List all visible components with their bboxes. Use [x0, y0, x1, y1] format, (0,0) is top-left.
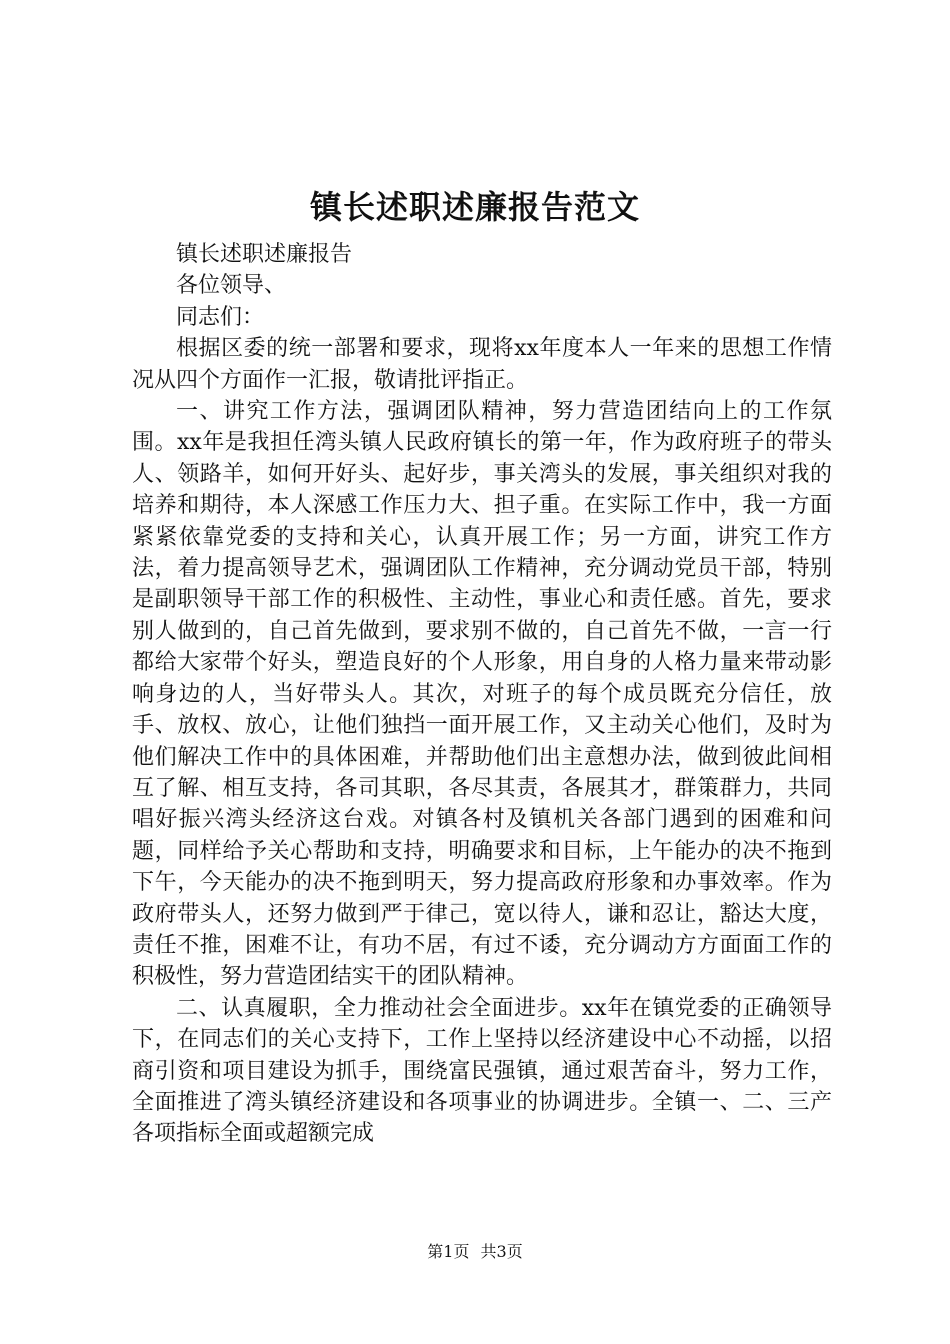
page-footer	[0, 1240, 950, 1264]
paragraph-salutation-1: 各位领导、	[176, 273, 287, 299]
paragraph-section-1: 一、讲究工作方法，强调团队精神，努力营造团结向上的工作氛围。xx年是我担任湾头镇人民政府镇长的第一年，作为政府班子的带头人、领路羊，如何开好头、起好步，事关湾头的发展，事关组织对我的培养和期待，本人深感工作压力大、担子重。在实际工作中，我一方面紧紧依靠党委的支持和关心，认真开展工作；另一方面，讲究工作方法，着力提高领导艺术，强调团队工作精神，充分调动党员干部，特别是副职领导干部工作的积极性、主动性，事业心和责任感。首先，要求别人做到的，自己首先做到，要求别不做的，自己首先不做，一言一行都给大家带个好头，塑造良好的个人形象，用自身的人格力量来带动影响身边的人，当好带头人。其次，对班子的每个成员既充分信任，放手、放权、放心，让他们独挡一面开展工作，又主动关心他们，及时为他们解决工作中的具体困难，并帮助他们出主意想办法，做到彼此间相互了解、相互支持，各司其职，各尽其责，各展其才，群策群力，共同唱好振兴湾头经济这台戏。对镇各村及镇机关各部门遇到的困难和问题，同样给予关心帮助和支持，明确要求和目标，上午能办的决不拖到下午，今天能办的决不拖到明天，努力提高政府形象和办事效率。作为政府带头人，还努力做到严于律己，宽以待人，谦和忍让，豁达大度，责任不推，困难不让，有功不居，有过不诿，充分调动方方面面工作的积极性，努力营造团结实干的团队精神。	[132, 399, 832, 990]
document-body	[132, 239, 832, 1150]
page-number: 第1页	[427, 1242, 470, 1261]
paragraph-intro: 根据区委的统一部署和要求，现将xx年度本人一年来的思想工作情况从四个方面作一汇报，敬请批评指正。	[132, 336, 832, 393]
document-title: 镇长述职述廉报告范文	[309, 188, 640, 226]
paragraph-salutation-2: 同志们：	[176, 304, 265, 330]
paragraph-heading: 镇长述职述廉报告	[176, 242, 353, 267]
paragraph-section-2: 二、认真履职，全力推动社会全面进步。xx年在镇党委的正确领导下，在同志们的关心支持下，工作上坚持以经济建设中心不动摇，以招商引资和项目建设为抓手，围绕富民强镇，通过艰苦奋斗，努力工作，全面推进了湾头镇经济建设和各项事业的协调进步。全镇一、二、三产各项指标全面或超额完成	[132, 995, 832, 1147]
page-total: 共3页	[480, 1242, 523, 1261]
